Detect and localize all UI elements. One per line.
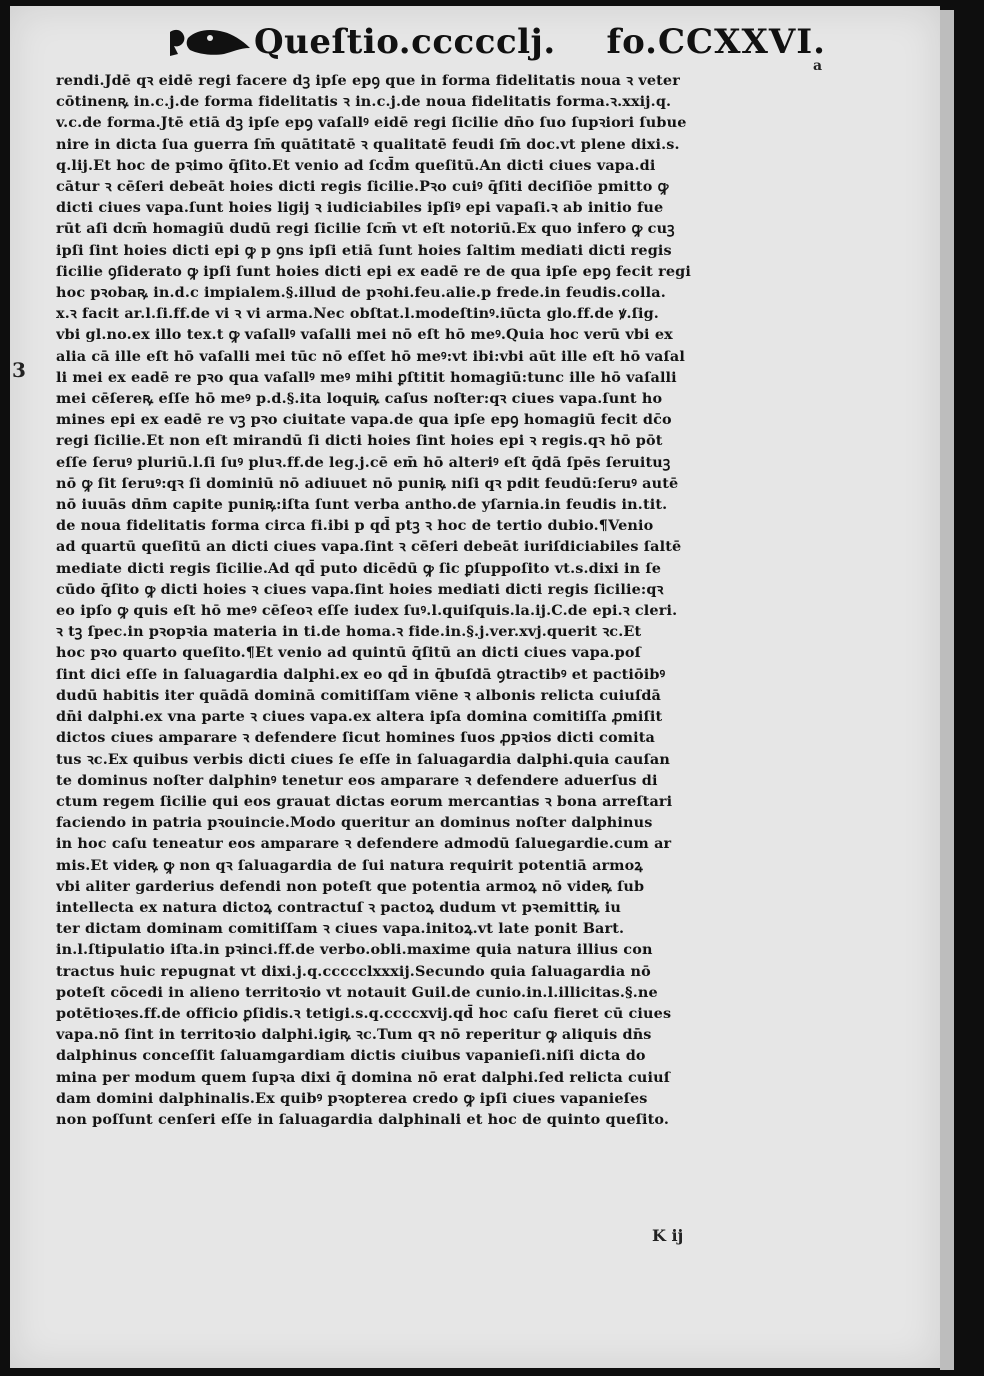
text-line: mines epi ex eadē re vꝫ pꝛo ciuitate vapa.de qua ipſe epꝯ homagiū fecit dc̄o [56, 411, 672, 429]
text-line: vbi gl.no.ex illo tex.t ꝙ vaſallꝰ vaſalli mei nō eſt hō meꝰ.Quia hoc verū vbi ex [56, 326, 673, 344]
text-line: dictos ciues amparare ꝛ defendere ſicut homines ſuos ꝓpꝛios dicti comita [56, 729, 655, 747]
text-line: te dominus noſter dalphinꝰ tenetur eos amparare ꝛ defendere aduerſus di [56, 771, 658, 789]
text-line: in hoc caſu teneatur eos amparare ꝛ defendere admodū ſaluegardie.cum ar [56, 835, 672, 853]
body-text-column [56, 70, 826, 1130]
text-line: tractus huic repugnat vt dixi.j.q.ccccclxxxij.Secundo quia ſaluagardia nō [56, 962, 651, 980]
text-line: dam domini dalphinalis.Ex quibꝰ pꝛopterea credo ꝙ ipſi ciues vapanieſes [56, 1089, 648, 1107]
pointing-hand-ornament-icon [166, 24, 252, 60]
text-line: ter dictam dominam comitiſſam ꝛ ciues vapa.initoꝝ.vt late ponit Bart. [56, 920, 625, 938]
folio-number: fo.CCXXVI. [606, 22, 826, 62]
text-line: li mei ex eadē re pꝛo qua vaſallꝰ meꝰ mihi ꝑſtitit homagiū:tunc ille hō vaſalli [56, 368, 677, 386]
text-line: dicti ciues vapa.ſunt hoies ligij ꝛ iudiciabiles ipſiꝰ epi vapaſi.ꝛ ab initio fue [56, 199, 664, 217]
signature-mark: K ij [652, 1226, 684, 1245]
text-line: poteſt cōcedi in alieno territoꝛio vt notauit Guil.de cunio.in.l.illicitas.§.ne [56, 983, 658, 1001]
text-line: eſſe ſeruꝰ pluriū.l.ſi ſuꝰ pluꝛ.ff.de leg.j.cē em̄ hō alteriꝰ eſt q̄dā ſpēs ſeruituꝫ [56, 453, 671, 471]
text-line: vapa.nō ſint in territoꝛio dalphi.igiꝶ ꝛc.Tum qꝛ nō reperitur ꝙ aliquis dn̄s [56, 1026, 652, 1044]
text-line: cātur ꝛ cēſeri debeāt hoies dicti regis ſicilie.Pꝛo cuiꝰ q̄ſiti deciſiōe pmitto ꝙ [56, 178, 669, 196]
text-line: vbi aliter garderius defendi non poteſt que potentia armoꝝ nō videꝶ ſub [56, 877, 645, 895]
text-line: dalphinus conceſſit ſaluamgardiam dictis ciuibus vapanieſi.niſi dicta do [56, 1047, 646, 1065]
text-line: dudū habitis iter quādā dominā comitiſſam viēne ꝛ albonis relicta cuiuſdā [56, 686, 662, 704]
text-line: mei cēſereꝶ eſſe hō meꝰ p.d.§.ita loquiꝶ caſus noſter:qꝛ ciues vapa.ſunt ho [56, 390, 663, 408]
text-line: mina per modum quem ſupꝛa dixi q̄ domina nō erat dalphi.ſed relicta cuiuſ [56, 1068, 671, 1086]
text-line: ctum regem ſicilie qui eos grauat dictas eorum mercantias ꝛ bona arreſtari [56, 792, 673, 810]
text-line: rendi.Jdē qꝛ eidē regi facere dꝫ ipſe epꝯ que in forma fidelitatis noua ꝛ veter [56, 72, 680, 89]
page-header [166, 20, 826, 64]
text-line: de noua fidelitatis forma circa fi.ibi p qd̄ ptꝫ ꝛ hoc de tertio dubio.¶Venio [56, 517, 654, 535]
text-line: regi ſicilie.Et non eſt mirandū ſi dicti hoies ſint hoies epi ꝛ regis.qꝛ hō pōt [56, 432, 663, 450]
text-line: eo ipſo ꝙ quis eſt hō meꝰ cēſeoꝛ eſſe iudex ſuꝰ.l.quiſquis.la.ij.C.de epi.ꝛ cleri. [56, 602, 678, 620]
text-line: tus ꝛc.Ex quibus verbis dicti ciues ſe eſſe in ſaluagardia dalphi.quia cauſan [56, 750, 670, 768]
text-line: faciendo in patria pꝛouincie.Modo queritur an dominus noſter dalphinus [56, 814, 653, 832]
text-line: non poſſunt cenſeri eſſe in ſaluagardia dalphinali et hoc de quinto queſito. [56, 1110, 670, 1128]
text-line: nō iuuās dn̄m capite puniꝶ:iſta ſunt verba antho.de yſarnia.in feudis in.tit. [56, 496, 668, 514]
text-line: alia cā ille eſt hō vaſalli mei tūc nō eſſet hō meꝰ:vt ibi:vbi aūt ille eſt hō vaſal [56, 347, 685, 365]
text-line: hoc pꝛobaꝶ in.d.c impialem.§.illud de pꝛohi.feu.alie.p frede.in feudis.colla. [56, 284, 666, 302]
text-line: ſint dici eſſe in ſaluagardia dalphi.ex eo qd̄ in q̄buſdā ꝯtractibꝰ et pactiōibꝰ [56, 665, 666, 683]
adjacent-page-edge [940, 10, 954, 1370]
text-line: rūt aſi dcm̄ homagiū dudū regi ſicilie ſcm̄ vt eſt notoriū.Ex quo infero ꝙ cuꝫ [56, 220, 675, 238]
text-line: in.l.ſtipulatio iſta.in pꝛinci.ff.de verbo.obli.maxime quia natura illius con [56, 941, 653, 959]
text-line: ad quartū queſitū an dicti ciues vapa.ſint ꝛ cēſeri debeāt iuriſdiciabiles ſaltē [56, 538, 682, 556]
text-line: mis.Et videꝶ ꝙ non qꝛ ſaluagardia de ſui natura requirit potentiā armoꝝ [56, 856, 643, 874]
text-line: x.ꝛ facit ar.l.ſi.ff.de vi ꝛ vi arma.Nec obſtat.l.modeſtinꝰ.iūcta glo.ff.de ꝟ.ſig. [56, 305, 659, 323]
text-line: nire in dicta ſua guerra ſm̄ quātitatē ꝛ qualitatē feudi ſm̄ doc.vt plene dixi.s. [56, 135, 680, 153]
marginal-mark: a [813, 58, 823, 74]
question-heading: Queſtio.ccccclj. [254, 22, 556, 62]
text-line: intellecta ex natura dictoꝝ contractuſ ꝛ pactoꝝ dudum vt pꝛemittiꝶ iu [56, 898, 621, 916]
text-line: q.lij.Et hoc de pꝛimo q̄ſito.Et venio ad ſcd̄m queſitū.An dicti ciues vapa.di [56, 156, 656, 174]
text-line: hoc pꝛo quarto queſito.¶Et venio ad quintū q̄ſitū an dicti ciues vapa.poſ [56, 644, 641, 662]
text-line: ſicilie ꝯſiderato ꝙ ipſi ſunt hoies dicti epi ex eadē re de qua ipſe epꝯ fecit regi [56, 262, 691, 280]
text-line: ipſi ſint hoies dicti epi ꝙ p ꝯns ipſi etiā ſunt hoies ſaltim mediati dicti regis [56, 241, 672, 259]
text-line: ꝛ tꝫ ſpec.in pꝛopꝛia materia in ti.de homa.ꝛ fide.in.§.j.ver.xvj.querit ꝛc.Et [56, 623, 642, 641]
text-line: nō ꝙ ſit ſeruꝰ:qꝛ ſi dominiū nō adiuuet nō puniꝶ niſi qꝛ pdit feudū:ſeruꝰ autē [56, 474, 679, 492]
text-line: cōtinenꝶ in.c.j.de forma fidelitatis ꝛ in.c.j.de noua fidelitatis forma.ꝛ.xxij.q. [56, 93, 672, 111]
text-line: v.c.de forma.Jtē etiā dꝫ ipſe epꝯ vaſallꝰ eidē regi ſicilie dn̄o ſuo ſupꝛiori ſubue [56, 114, 687, 132]
margin-note: 3 [12, 358, 26, 382]
text-line: potētioꝛes.ff.de officio ꝑſidis.ꝛ tetigi.s.q.ccccxvij.qd̄ hoc caſu fieret cū ciues [56, 1004, 672, 1022]
text-line: dn̄i dalphi.ex vna parte ꝛ ciues vapa.ex altera ipſa domina comitiſſa ꝓmiſit [56, 708, 663, 726]
text-line: cūdo q̄ſito ꝙ dicti hoies ꝛ ciues vapa.ſint hoies mediati dicti regis ſicilie:qꝛ [56, 580, 664, 598]
text-line: mediate dicti regis ſicilie.Ad qd̄ puto dicēdū ꝙ ſic ꝑſuppoſito vt.s.dixi in ſe [56, 559, 662, 577]
